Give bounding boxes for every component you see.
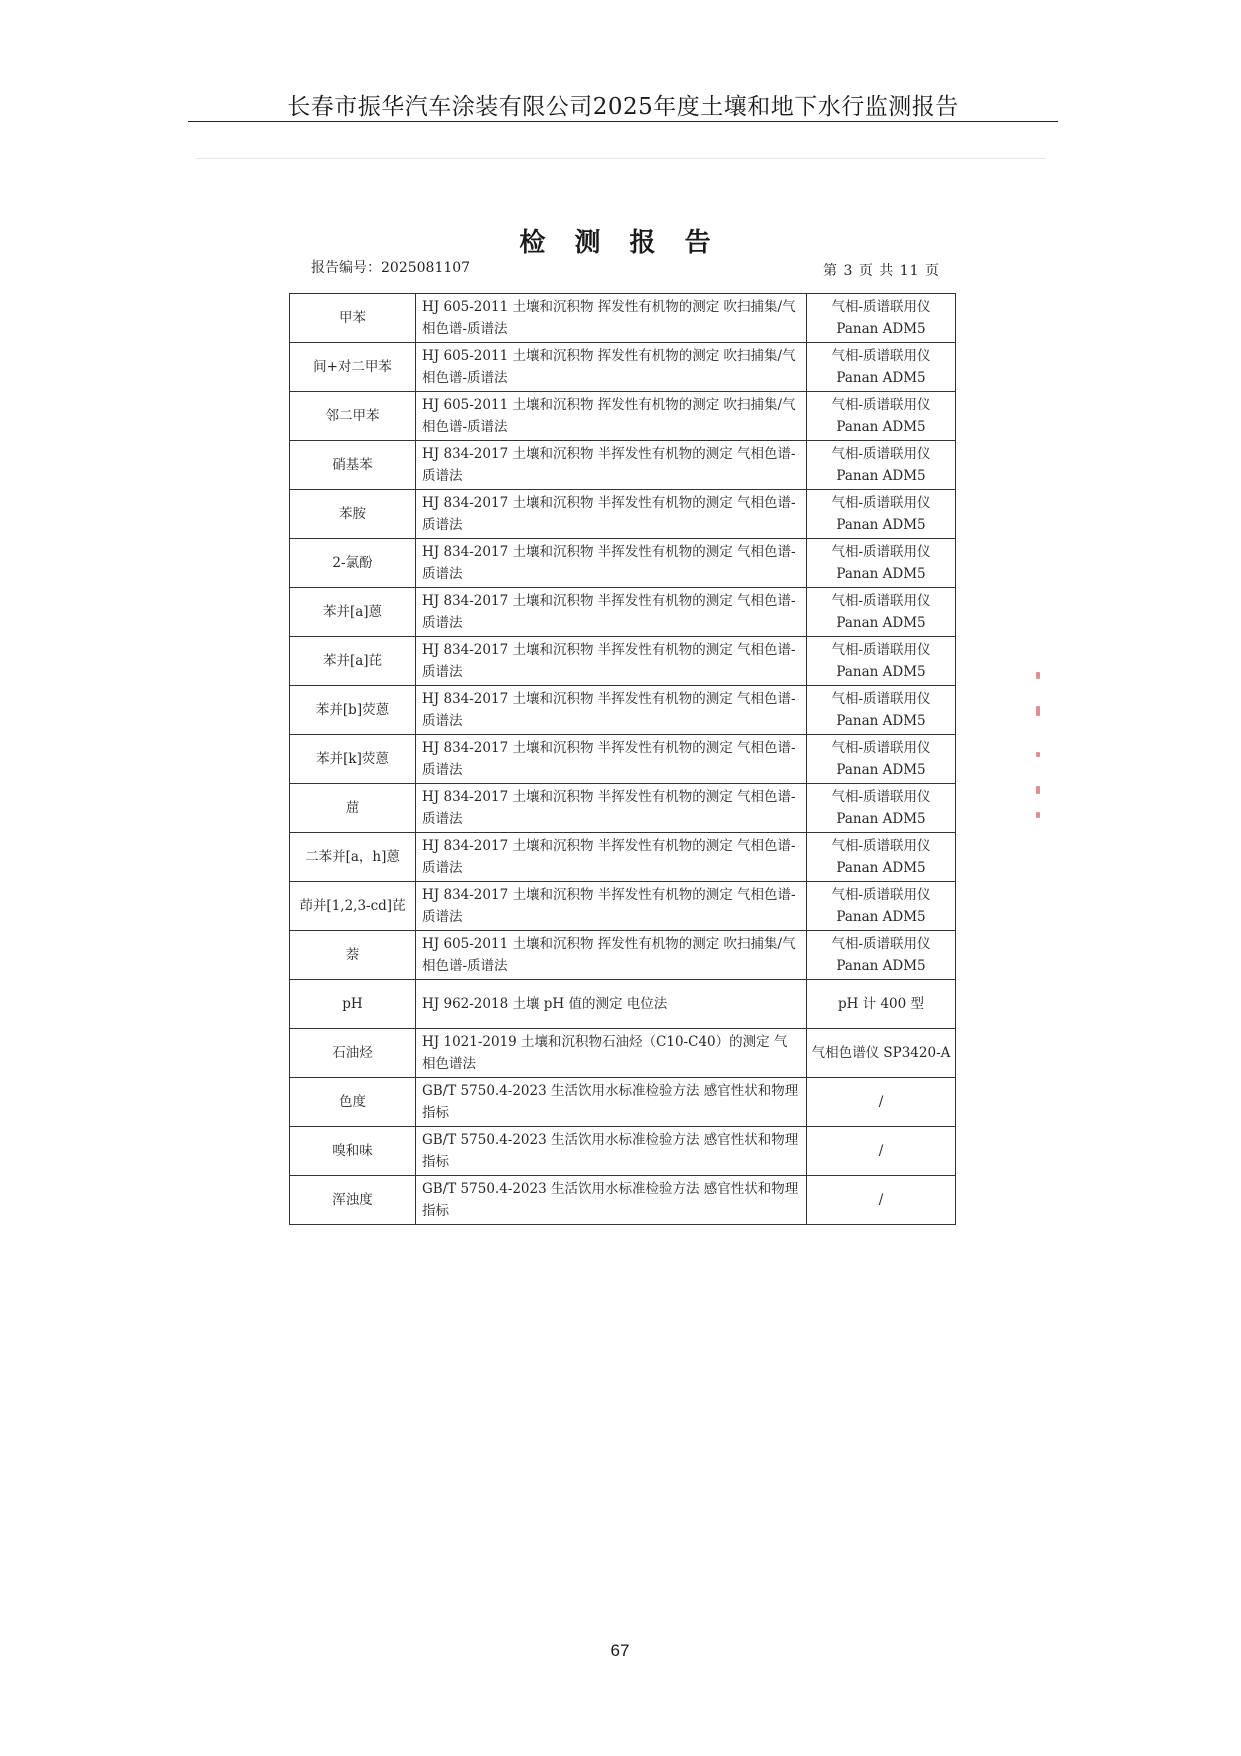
test-item: 䓛 (290, 784, 416, 833)
instrument-name: 气相-质谱联用仪 (831, 642, 931, 658)
test-item: 浑浊度 (290, 1176, 416, 1225)
table-row (290, 637, 956, 686)
test-method: HJ 834-2017 土壤和沉积物 半挥发性有机物的测定 气相色谱-质谱法 (416, 882, 807, 931)
test-item: 苯并[b]荧蒽 (290, 686, 416, 735)
table-row (290, 784, 956, 833)
test-method: HJ 834-2017 土壤和沉积物 半挥发性有机物的测定 气相色谱-质谱法 (416, 686, 807, 735)
test-method: HJ 834-2017 土壤和沉积物 半挥发性有机物的测定 气相色谱-质谱法 (416, 784, 807, 833)
header-rule (188, 121, 1058, 122)
test-item: 二苯并[a，h]蒽 (290, 833, 416, 882)
instrument-model: Panan ADM5 (836, 321, 926, 337)
test-method: GB/T 5750.4-2023 生活饮用水标准检验方法 感官性状和物理指标 (416, 1176, 807, 1225)
test-method: HJ 834-2017 土壤和沉积物 半挥发性有机物的测定 气相色谱-质谱法 (416, 490, 807, 539)
instrument-cell (807, 294, 956, 343)
table-row (290, 588, 956, 637)
instrument-cell (807, 588, 956, 637)
test-item: 2-氯酚 (290, 539, 416, 588)
test-item: 萘 (290, 931, 416, 980)
test-method: HJ 834-2017 土壤和沉积物 半挥发性有机物的测定 气相色谱-质谱法 (416, 539, 807, 588)
instrument-model: Panan ADM5 (836, 909, 926, 925)
seal-edge-mark (1036, 786, 1040, 794)
instrument-model: Panan ADM5 (836, 468, 926, 484)
instrument-model: Panan ADM5 (836, 713, 926, 729)
test-item: 嗅和味 (290, 1127, 416, 1176)
instrument-model: Panan ADM5 (836, 762, 926, 778)
instrument-name: pH 计 400 型 (837, 996, 925, 1012)
test-item: 苯并[a]蒽 (290, 588, 416, 637)
test-item: 邻二甲苯 (290, 392, 416, 441)
instrument-name: 气相-质谱联用仪 (831, 299, 931, 315)
table-row (290, 882, 956, 931)
instrument-cell (807, 392, 956, 441)
test-method: HJ 605-2011 土壤和沉积物 挥发性有机物的测定 吹扫捕集/气相色谱-质谱法 (416, 343, 807, 392)
report-title: 检 测 报 告 (519, 228, 721, 258)
table-row (290, 441, 956, 490)
instrument-cell (807, 441, 956, 490)
table-row (290, 833, 956, 882)
instrument-name: 气相-质谱联用仪 (831, 593, 931, 609)
test-item: 茚并[1,2,3-cd]芘 (290, 882, 416, 931)
instrument-model: Panan ADM5 (836, 664, 926, 680)
test-item: pH (290, 980, 416, 1029)
instrument-name: 气相-质谱联用仪 (831, 936, 931, 952)
instrument-cell (807, 931, 956, 980)
instrument-name: 气相-质谱联用仪 (831, 838, 931, 854)
table-row (290, 392, 956, 441)
instrument-model: Panan ADM5 (836, 370, 926, 386)
instrument-cell (807, 686, 956, 735)
instrument-cell (807, 1127, 956, 1176)
table-row (290, 931, 956, 980)
instrument-model: Panan ADM5 (836, 811, 926, 827)
test-method: GB/T 5750.4-2023 生活饮用水标准检验方法 感官性状和物理指标 (416, 1078, 807, 1127)
instrument-name: / (878, 1192, 884, 1208)
instrument-model: Panan ADM5 (836, 419, 926, 435)
page-count: 第 3 页 共 11 页 (823, 263, 940, 279)
running-header: 长春市振华汽车涂装有限公司2025年度土壤和地下水行监测报告 (287, 94, 959, 120)
table-row (290, 1029, 956, 1078)
table-row (290, 539, 956, 588)
table-row (290, 1078, 956, 1127)
test-item: 色度 (290, 1078, 416, 1127)
instrument-name: / (878, 1094, 884, 1110)
instrument-cell (807, 784, 956, 833)
test-method: HJ 834-2017 土壤和沉积物 半挥发性有机物的测定 气相色谱-质谱法 (416, 441, 807, 490)
instrument-name: 气相色谱仪 SP3420-A (811, 1045, 951, 1061)
test-method: HJ 1021-2019 土壤和沉积物石油烃（C10-C40）的测定 气相色谱法 (416, 1029, 807, 1078)
instrument-cell (807, 490, 956, 539)
test-method: HJ 605-2011 土壤和沉积物 挥发性有机物的测定 吹扫捕集/气相色谱-质谱法 (416, 392, 807, 441)
instrument-name: 气相-质谱联用仪 (831, 544, 931, 560)
test-method: HJ 834-2017 土壤和沉积物 半挥发性有机物的测定 气相色谱-质谱法 (416, 588, 807, 637)
seal-edge-mark (1036, 706, 1040, 716)
test-method: HJ 834-2017 土壤和沉积物 半挥发性有机物的测定 气相色谱-质谱法 (416, 637, 807, 686)
instrument-cell (807, 735, 956, 784)
instrument-name: 气相-质谱联用仪 (831, 446, 931, 462)
instrument-name: 气相-质谱联用仪 (831, 740, 931, 756)
table-row (290, 343, 956, 392)
instrument-cell (807, 1078, 956, 1127)
test-method: HJ 605-2011 土壤和沉积物 挥发性有机物的测定 吹扫捕集/气相色谱-质谱法 (416, 931, 807, 980)
test-method: HJ 834-2017 土壤和沉积物 半挥发性有机物的测定 气相色谱-质谱法 (416, 833, 807, 882)
instrument-cell (807, 343, 956, 392)
instrument-model: Panan ADM5 (836, 860, 926, 876)
instrument-cell (807, 1029, 956, 1078)
table-row (290, 294, 956, 343)
instrument-cell (807, 980, 956, 1029)
seal-edge-mark (1036, 812, 1040, 818)
scan-edge-line (196, 158, 1046, 159)
seal-edge-mark (1036, 752, 1040, 757)
test-item: 甲苯 (290, 294, 416, 343)
test-method: HJ 962-2018 土壤 pH 值的测定 电位法 (416, 980, 807, 1029)
instrument-cell (807, 833, 956, 882)
instrument-model: Panan ADM5 (836, 615, 926, 631)
instrument-name: 气相-质谱联用仪 (831, 348, 931, 364)
test-method: HJ 605-2011 土壤和沉积物 挥发性有机物的测定 吹扫捕集/气相色谱-质谱法 (416, 294, 807, 343)
seal-edge-mark (1036, 672, 1040, 679)
test-item: 硝基苯 (290, 441, 416, 490)
table-row (290, 735, 956, 784)
instrument-cell (807, 882, 956, 931)
page-number: 67 (610, 1641, 630, 1660)
instrument-model: Panan ADM5 (836, 958, 926, 974)
instrument-cell (807, 637, 956, 686)
table-row (290, 1176, 956, 1225)
test-item: 间+对二甲苯 (290, 343, 416, 392)
test-item: 石油烃 (290, 1029, 416, 1078)
test-item: 苯胺 (290, 490, 416, 539)
instrument-name: / (878, 1143, 884, 1159)
instrument-model: Panan ADM5 (836, 517, 926, 533)
test-method-table (289, 293, 956, 1225)
report-number: 报告编号：2025081107 (311, 260, 471, 276)
table-row (290, 1127, 956, 1176)
test-method: HJ 834-2017 土壤和沉积物 半挥发性有机物的测定 气相色谱-质谱法 (416, 735, 807, 784)
instrument-name: 气相-质谱联用仪 (831, 887, 931, 903)
test-method: GB/T 5750.4-2023 生活饮用水标准检验方法 感官性状和物理指标 (416, 1127, 807, 1176)
instrument-cell (807, 1176, 956, 1225)
instrument-name: 气相-质谱联用仪 (831, 691, 931, 707)
table-row (290, 980, 956, 1029)
instrument-model: Panan ADM5 (836, 566, 926, 582)
table-row (290, 490, 956, 539)
instrument-cell (807, 539, 956, 588)
instrument-name: 气相-质谱联用仪 (831, 397, 931, 413)
instrument-name: 气相-质谱联用仪 (831, 495, 931, 511)
test-item: 苯并[k]荧蒽 (290, 735, 416, 784)
test-item: 苯并[a]芘 (290, 637, 416, 686)
instrument-name: 气相-质谱联用仪 (831, 789, 931, 805)
table-row (290, 686, 956, 735)
